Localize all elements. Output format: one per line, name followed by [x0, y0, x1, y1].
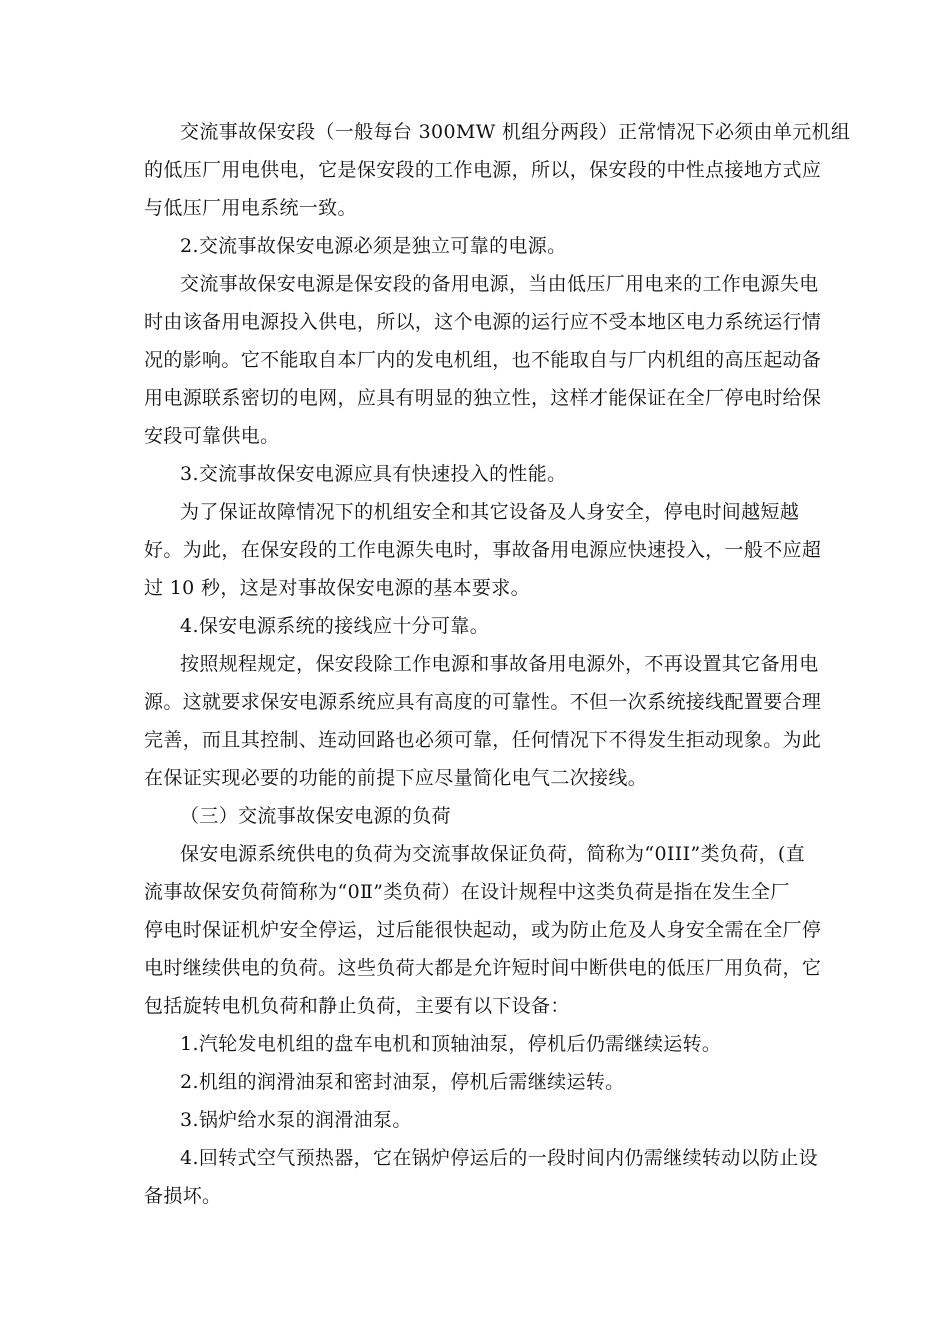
- list-item: 2.机组的润滑油泵和密封油泵，停机后需继续运转。: [180, 1071, 625, 1093]
- paragraph-line: 包括旋转电机负荷和静止负荷，主要有以下设备：: [144, 995, 570, 1017]
- paragraph-line: 完善，而且其控制、连动回路也必须可靠，任何情况下不得发生拒动现象。为此: [144, 729, 822, 751]
- paragraph-line: 流事故保安负荷简称为“0Ⅱ”类负荷）在设计规程中这类负荷是指在发生全厂: [144, 881, 790, 903]
- list-item: 1.汽轮发电机组的盘车电机和顶轴油泵，停机后仍需继续运转。: [180, 1033, 722, 1055]
- paragraph-line: 与低压厂用电系统一致。: [144, 197, 357, 219]
- paragraph-line: 好。为此，在保安段的工作电源失电时，事故备用电源应快速投入，一般不应超: [144, 539, 822, 561]
- paragraph-line: 用电源联系密切的电网，应具有明显的独立性，这样才能保证在全厂停电时给保: [144, 387, 822, 409]
- paragraph-line: 安段可靠供电。: [144, 425, 280, 447]
- paragraph-line: 交流事故保安电源是保安段的备用电源，当由低压厂用电来的工作电源失电: [180, 273, 819, 295]
- paragraph-line: 时由该备用电源投入供电，所以，这个电源的运行应不受本地区电力系统运行情: [144, 311, 822, 333]
- paragraph-line: 按照规程规定，保安段除工作电源和事故备用电源外，不再设置其它备用电: [180, 653, 819, 675]
- paragraph-line: 电时继续供电的负荷。这些负荷大都是允许短时间中断供电的低压厂用负荷，它: [144, 957, 822, 979]
- paragraph-line: 保安电源系统供电的负荷为交流事故保证负荷，简称为“0III”类负荷，(直: [180, 843, 806, 865]
- section-heading: 3.交流事故保安电源应具有快速投入的性能。: [180, 463, 567, 485]
- paragraph-line: 的低压厂用电供电，它是保安段的工作电源，所以，保安段的中性点接地方式应: [144, 159, 822, 181]
- paragraph-line: 交流事故保安段（一般每台 300MW 机组分两段）正常情况下必须由单元机组: [180, 121, 851, 143]
- paragraph-line: 过 10 秒，这是对事故保安电源的基本要求。: [144, 577, 530, 599]
- paragraph-line: 在保证实现必要的功能的前提下应尽量简化电气二次接线。: [144, 767, 648, 789]
- paragraph-line: 况的影响。它不能取自本厂内的发电机组，也不能取自与厂内机组的高压起动备: [144, 349, 822, 371]
- paragraph-line: 源。这就要求保安电源系统应具有高度的可靠性。不但一次系统接线配置要合理: [144, 691, 822, 713]
- paragraph-line: 为了保证故障情况下的机组安全和其它设备及人身安全，停电时间越短越: [180, 501, 800, 523]
- section-heading: 2.交流事故保安电源必须是独立可靠的电源。: [180, 235, 567, 257]
- section-heading: （三）交流事故保安电源的负荷: [180, 805, 451, 827]
- paragraph-line: 停电时保证机炉安全停运，过后能很快起动，或为防止危及人身安全需在全厂停: [144, 919, 822, 941]
- list-item: 4.回转式空气预热器，它在锅炉停运后的一段时间内仍需继续转动以防止设: [180, 1147, 819, 1169]
- list-item-continuation: 备损坏。: [144, 1185, 222, 1207]
- section-heading: 4.保安电源系统的接线应十分可靠。: [180, 615, 490, 637]
- list-item: 3.锅炉给水泵的润滑油泵。: [180, 1109, 412, 1131]
